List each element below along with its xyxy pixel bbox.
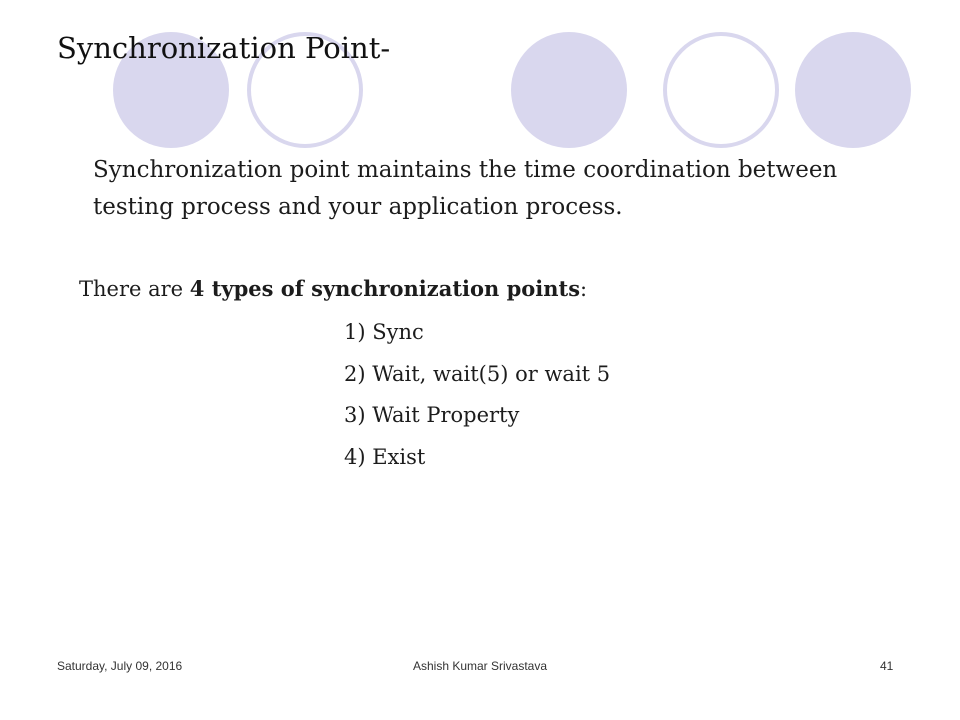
- types-list: [344, 312, 610, 478]
- intro-paragraph: Synchronization point maintains the time coordination between testing process and your application process.: [93, 157, 838, 220]
- decorative-circle-filled: [795, 32, 911, 148]
- footer-author: Ashish Kumar Srivastava: [412, 659, 548, 673]
- footer-date: Saturday, July 09, 2016: [57, 659, 183, 673]
- types-heading: [79, 272, 587, 306]
- decorative-circle-filled: [511, 32, 627, 148]
- types-heading-suffix: :: [580, 277, 588, 301]
- types-heading-prefix: There are: [79, 277, 190, 301]
- types-heading-bold: 4 types of synchronization points: [189, 276, 581, 301]
- list-item: 3) Wait Property: [344, 403, 520, 427]
- list-item: 2) Wait, wait(5) or wait 5: [344, 361, 611, 386]
- list-item: 1) Sync: [344, 320, 424, 344]
- slide-title: Synchronization Point-: [57, 31, 391, 65]
- list-item: 4) Exist: [344, 444, 426, 469]
- decorative-circle-outline: [663, 32, 779, 148]
- footer-page-number: 41: [880, 659, 894, 673]
